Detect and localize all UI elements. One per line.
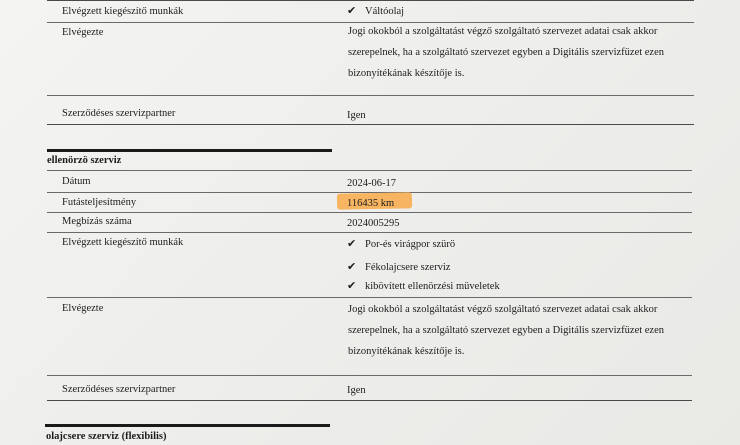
works-item-text: Váltóolaj [365, 6, 405, 17]
works-label: Elvégzett kiegészítő munkák [62, 237, 184, 248]
divider [47, 170, 692, 171]
divider [47, 232, 692, 233]
mileage-value: 116435 km [347, 198, 395, 209]
partner-label: Szerződéses szervizpartner [62, 384, 176, 395]
works-label: Elvégzett kiegészítő munkák [62, 6, 184, 17]
checkmark-icon: ✔ [347, 280, 357, 292]
works-item-text: Por-és virágpor szürö [365, 239, 456, 250]
section-title: olajcsere szerviz (flexibilis) [46, 431, 167, 442]
divider [47, 375, 692, 376]
works-item [347, 238, 455, 251]
works-item [347, 5, 404, 18]
order-label: Megbízás száma [62, 216, 132, 227]
works-item [347, 261, 450, 274]
section-rule [47, 149, 332, 152]
checkmark-icon: ✔ [347, 5, 357, 17]
checkmark-icon: ✔ [347, 238, 357, 250]
done-label: Elvégezte [62, 27, 104, 38]
done-label: Elvégezte [62, 303, 104, 314]
divider [47, 0, 694, 1]
partner-value: Igen [347, 385, 366, 396]
date-label: Dátum [62, 176, 91, 187]
partner-value: Igen [347, 110, 366, 121]
section-title: ellenörzö szerviz [47, 155, 122, 166]
section-rule [45, 424, 330, 427]
works-item [347, 280, 500, 293]
divider [47, 212, 692, 213]
works-item-text: kibövített ellenörzési müveletek [365, 281, 500, 292]
divider [47, 400, 692, 401]
date-value: 2024-06-17 [347, 178, 396, 189]
done-text: Jogi okokból a szolgáltatást végző szolgáltató szervezet adatai csak akkor szerepelnek, ha a szolgáltató szervezet egyben a Digitális szervizfüzet ezen bizonyítékának készítője is. [348, 304, 665, 357]
checkmark-icon: ✔ [347, 261, 357, 273]
partner-label: Szerződéses szervizpartner [62, 108, 176, 119]
mileage-label: Futásteljesítmény [62, 197, 137, 208]
works-item-text: Fékolajcsere szerviz [365, 262, 451, 273]
divider [47, 297, 692, 298]
order-value: 2024005295 [347, 218, 400, 229]
divider [47, 124, 694, 125]
divider [47, 95, 694, 96]
done-text: Jogi okokból a szolgáltatást végző szolgáltató szervezet adatai csak akkor szerepelnek, ha a szolgáltató szervezet egyben a Digitális szervizfüzet ezen bizonyítékának készítője is. [348, 26, 665, 79]
